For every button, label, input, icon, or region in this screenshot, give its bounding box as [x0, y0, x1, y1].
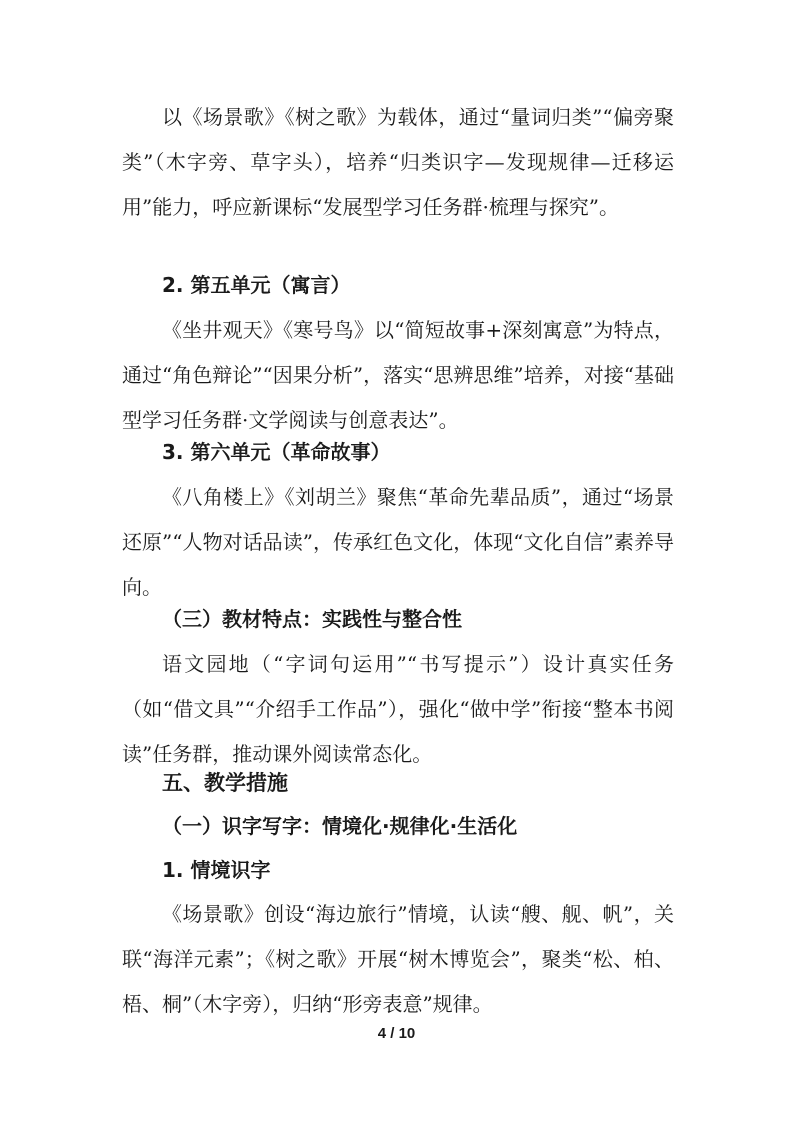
heading-features: （三）教材特点：实践性与整合性	[162, 607, 462, 631]
heading-unit5: 2. 第五单元（寓言）	[162, 273, 351, 297]
heading-unit6: 3. 第六单元（革命故事）	[162, 440, 391, 464]
page-number: 4 / 10	[377, 1025, 416, 1042]
paragraph-unit5: 《坐井观天》《寒号鸟》以“简短故事+深刻寓意”为特点，通过“角色辩论”“因果分析”，落实“思辨思维”培养，对接“基础型学习任务群·文学阅读与创意表达”。	[122, 318, 674, 432]
paragraph-features: 语文园地（“字词句运用”“书写提示”）设计真实任务（如“借文具”“介绍手工作品”），强化“做中学”衔接“整本书阅读”任务群，推动课外阅读常态化。	[122, 652, 674, 766]
heading-literacy: （一）识字写字：情境化·规律化·生活化	[162, 814, 518, 838]
paragraph-unit6: 《八角楼上》《刘胡兰》聚焦“革命先辈品质”，通过“场景还原”“人物对话品读”，传承红色文化，体现“文化自信”素养导向。	[122, 485, 674, 599]
paragraph-situational: 《场景歌》创设“海边旅行”情境，认读“艘、舰、帆”，关联“海洋元素”；《树之歌》开展“树木博览会”，聚类“松、柏、梧、桐”（木字旁），归纳“形旁表意”规律。	[122, 902, 674, 1016]
heading-section5: 五、教学措施	[162, 771, 288, 795]
heading-situational: 1. 情境识字	[162, 858, 271, 882]
paragraph-unit4: 以《场景歌》《树之歌》为载体，通过“量词归类”“偏旁聚类”（木字旁、草字头），培养“归类识字—发现规律—迁移运用”能力，呼应新课标“发展型学习任务群·梳理与探究”。	[122, 105, 674, 219]
